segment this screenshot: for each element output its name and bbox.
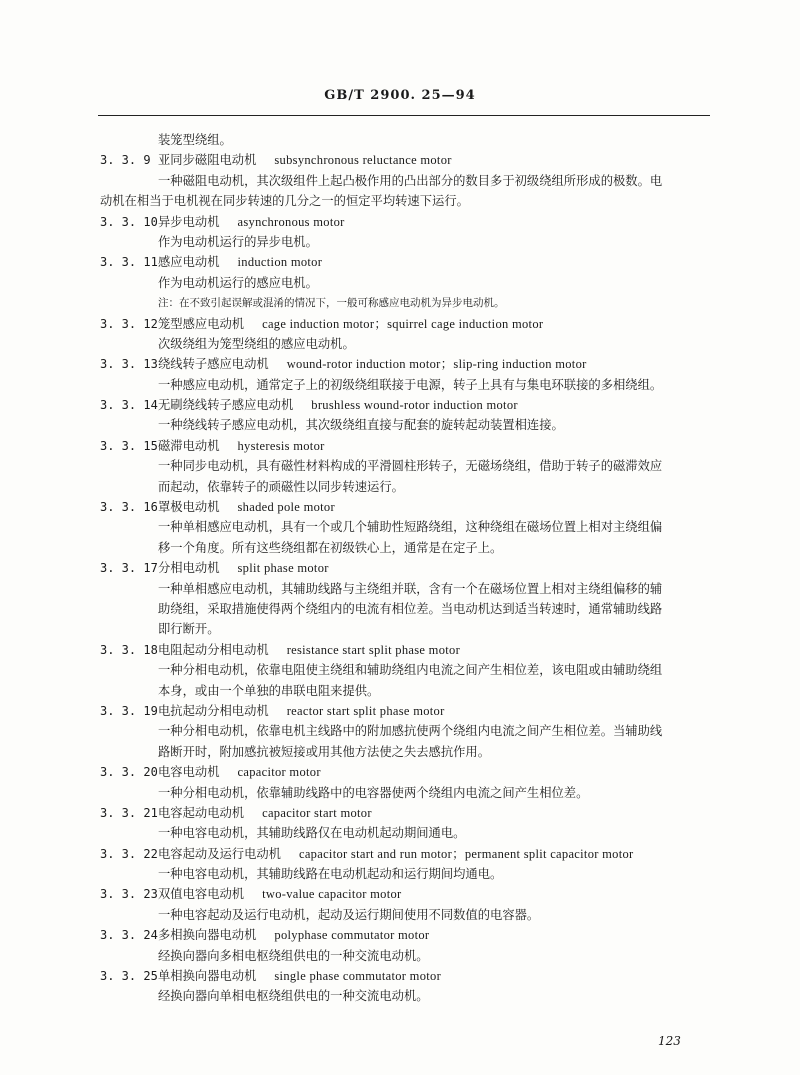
document-body bbox=[0, 130, 800, 1007]
term-number: 3. 3. 10 bbox=[100, 214, 158, 229]
definition-line bbox=[0, 415, 800, 435]
term-title bbox=[158, 212, 345, 232]
definition-text: 动机在相当于电机视在同步转速的几分之一的恒定平均转速下运行。 bbox=[100, 194, 469, 209]
note-text: 注：在不致引起误解或混淆的情况下，一般可称感应电动机为异步电动机。 bbox=[158, 297, 505, 310]
definition-line bbox=[0, 986, 800, 1006]
term-heading bbox=[0, 212, 800, 232]
definition-text: 而起动，依靠转子的顽磁性以同步转速运行。 bbox=[158, 479, 404, 494]
definition-line bbox=[0, 599, 800, 619]
term-chinese: 双值电容电动机 bbox=[158, 887, 245, 902]
term-chinese: 电阻起动分相电动机 bbox=[158, 642, 269, 657]
definition-line bbox=[0, 660, 800, 680]
definition-line bbox=[0, 579, 800, 599]
term-chinese: 罩极电动机 bbox=[158, 500, 220, 515]
term-title bbox=[158, 558, 329, 578]
term-english: split phase motor bbox=[237, 561, 329, 576]
term-english: shaded pole motor bbox=[237, 500, 335, 515]
intro-line bbox=[0, 130, 800, 150]
term-number: 3. 3. 20 bbox=[100, 765, 158, 780]
term-title bbox=[158, 966, 441, 986]
definition-text: 作为电动机运行的感应电机。 bbox=[158, 275, 318, 290]
term-english: hysteresis motor bbox=[237, 438, 325, 453]
term-title bbox=[158, 844, 634, 864]
header-rule bbox=[98, 115, 710, 116]
term-number: 3. 3. 13 bbox=[100, 357, 158, 372]
definition-text: 一种磁阻电动机，其次级组件上起凸极作用的凸出部分的数目多于初级绕组所形成的极数。电 bbox=[158, 173, 663, 188]
term-english: brushless wound-rotor induction motor bbox=[311, 398, 518, 413]
term-heading bbox=[0, 762, 800, 782]
definition-text: 移一个角度。所有这些绕组都在初级铁心上，通常是在定子上。 bbox=[158, 540, 503, 555]
term-number: 3. 3. 23 bbox=[100, 887, 158, 902]
definition-line bbox=[0, 375, 800, 395]
term-number: 3. 3. 14 bbox=[100, 398, 158, 413]
term-chinese: 绕线转子感应电动机 bbox=[158, 357, 269, 372]
term-heading bbox=[0, 354, 800, 374]
term-chinese: 亚同步磁阻电动机 bbox=[158, 153, 257, 168]
term-number: 3. 3. 24 bbox=[100, 928, 158, 943]
term-title bbox=[158, 150, 452, 170]
definition-line bbox=[0, 538, 800, 558]
term-number: 3. 3. 22 bbox=[100, 846, 158, 861]
term-english: single phase commutator motor bbox=[274, 969, 442, 984]
term-heading bbox=[0, 497, 800, 517]
term-title bbox=[158, 640, 460, 660]
term-chinese: 电抗起动分相电动机 bbox=[158, 703, 269, 718]
term-heading bbox=[0, 395, 800, 415]
term-chinese: 笼型感应电动机 bbox=[158, 316, 245, 331]
term-chinese: 单相换向器电动机 bbox=[158, 969, 257, 984]
definition-line bbox=[0, 273, 800, 293]
term-heading bbox=[0, 803, 800, 823]
definition-text: 本身，或由一个单独的串联电阻来提供。 bbox=[158, 683, 380, 698]
term-number: 3. 3. 25 bbox=[100, 969, 158, 984]
definition-line bbox=[0, 171, 800, 191]
term-english: reactor start split phase motor bbox=[286, 703, 445, 718]
term-number: 3. 3. 12 bbox=[100, 316, 158, 331]
definition-line bbox=[0, 742, 800, 762]
term-english: cage induction motor；squirrel cage induction motor bbox=[262, 316, 544, 331]
term-heading bbox=[0, 844, 800, 864]
page-number: 123 bbox=[658, 1034, 681, 1048]
term-number: 3. 3. 16 bbox=[100, 500, 158, 515]
term-title bbox=[158, 395, 518, 415]
term-number: 3. 3. 18 bbox=[100, 642, 158, 657]
term-english: capacitor start motor bbox=[262, 805, 372, 820]
term-english: asynchronous motor bbox=[237, 214, 345, 229]
term-number: 3. 3. 21 bbox=[100, 805, 158, 820]
definition-text: 经换向器向多相电枢绕组供电的一种交流电动机。 bbox=[158, 948, 429, 963]
term-heading bbox=[0, 925, 800, 945]
term-heading bbox=[0, 252, 800, 272]
term-chinese: 无刷绕线转子感应电动机 bbox=[158, 398, 294, 413]
term-title bbox=[158, 436, 325, 456]
definition-line bbox=[0, 905, 800, 925]
definition-text: 路断开时，附加感抗被短接或用其他方法使之失去感抗作用。 bbox=[158, 744, 491, 759]
term-number: 3. 3. 15 bbox=[100, 438, 158, 453]
term-chinese: 感应电动机 bbox=[158, 255, 220, 270]
term-heading bbox=[0, 640, 800, 660]
definition-text: 一种分相电动机，依靠辅助线路中的电容器使两个绕组内电流之间产生相位差。 bbox=[158, 785, 589, 800]
definition-line bbox=[0, 334, 800, 354]
intro-text: 装笼型绕组。 bbox=[158, 133, 232, 147]
term-heading bbox=[0, 150, 800, 170]
definition-text: 助绕组，采取措施使得两个绕组内的电流有相位差。当电动机达到适当转速时，通常辅助线路 bbox=[158, 601, 663, 616]
term-number: 3. 3. 11 bbox=[100, 255, 158, 270]
term-chinese: 电容起动电动机 bbox=[158, 805, 245, 820]
definition-text: 一种电容电动机，其辅助线路在电动机起动和运行期间均通电。 bbox=[158, 867, 503, 882]
document-header: GB/T 2900. 25—94 bbox=[324, 88, 476, 103]
definition-text: 次级绕组为笼型绕组的感应电动机。 bbox=[158, 336, 355, 351]
definition-text: 一种电容电动机，其辅助线路仅在电动机起动期间通电。 bbox=[158, 826, 466, 841]
term-chinese: 磁滞电动机 bbox=[158, 438, 220, 453]
definition-text: 一种分相电动机，依靠电机主线路中的附加感抗使两个绕组内电流之间产生相位差。当辅助线 bbox=[158, 724, 663, 739]
definition-line bbox=[0, 823, 800, 843]
note-line bbox=[0, 293, 800, 313]
term-heading bbox=[0, 436, 800, 456]
term-chinese: 电容电动机 bbox=[158, 765, 220, 780]
term-number: 3. 3. 17 bbox=[100, 561, 158, 576]
term-english: induction motor bbox=[237, 255, 323, 270]
term-title bbox=[158, 803, 372, 823]
term-chinese: 分相电动机 bbox=[158, 561, 220, 576]
term-english: subsynchronous reluctance motor bbox=[274, 153, 452, 168]
term-chinese: 异步电动机 bbox=[158, 214, 220, 229]
term-title bbox=[158, 354, 587, 374]
definition-text: 一种绕线转子感应电动机，其次级绕组直接与配套的旋转起动装置相连接。 bbox=[158, 418, 564, 433]
term-title bbox=[158, 925, 429, 945]
term-title bbox=[158, 762, 321, 782]
definition-text: 一种单相感应电动机，具有一个或几个辅助性短路绕组，这种绕组在磁场位置上相对主绕组偏 bbox=[158, 520, 663, 535]
term-english: capacitor motor bbox=[237, 765, 321, 780]
definition-line bbox=[0, 681, 800, 701]
term-title bbox=[158, 884, 401, 904]
term-heading bbox=[0, 314, 800, 334]
definition-line bbox=[0, 477, 800, 497]
definition-line bbox=[0, 191, 800, 211]
term-heading bbox=[0, 966, 800, 986]
term-chinese: 多相换向器电动机 bbox=[158, 928, 257, 943]
term-heading bbox=[0, 884, 800, 904]
definition-text: 一种单相感应电动机，其辅助线路与主绕组并联，含有一个在磁场位置上相对主绕组偏移的辅 bbox=[158, 581, 663, 596]
definition-text: 作为电动机运行的异步电机。 bbox=[158, 234, 318, 249]
term-heading bbox=[0, 701, 800, 721]
term-heading bbox=[0, 558, 800, 578]
definition-line bbox=[0, 721, 800, 741]
definition-text: 一种同步电动机，具有磁性材料构成的平滑圆柱形转子，无磁场绕组，借助于转子的磁滞效应 bbox=[158, 459, 663, 474]
term-english: resistance start split phase motor bbox=[286, 642, 461, 657]
term-title bbox=[158, 701, 445, 721]
term-english: polyphase commutator motor bbox=[274, 928, 430, 943]
definition-line bbox=[0, 517, 800, 537]
term-number: 3. 3. 9 bbox=[100, 153, 151, 168]
definition-line bbox=[0, 783, 800, 803]
term-english: capacitor start and run motor；permanent split capacitor motor bbox=[298, 846, 634, 861]
term-english: wound-rotor induction motor；slip-ring induction motor bbox=[286, 357, 587, 372]
term-title bbox=[158, 497, 335, 517]
definition-line bbox=[0, 456, 800, 476]
definition-text: 经换向器向单相电枢绕组供电的一种交流电动机。 bbox=[158, 989, 429, 1004]
term-number: 3. 3. 19 bbox=[100, 703, 158, 718]
definition-line bbox=[0, 864, 800, 884]
definition-text: 一种电容起动及运行电动机，起动及运行期间使用不同数值的电容器。 bbox=[158, 907, 540, 922]
definition-line bbox=[0, 232, 800, 252]
term-english: two-value capacitor motor bbox=[262, 887, 402, 902]
definition-line bbox=[0, 619, 800, 639]
definition-text: 一种分相电动机，依靠电阻使主绕组和辅助绕组内电流之间产生相位差，该电阻或由辅助绕组 bbox=[158, 663, 663, 678]
term-title bbox=[158, 314, 543, 334]
definition-text: 一种感应电动机，通常定子上的初级绕组联接于电源，转子上具有与集电环联接的多相绕组。 bbox=[158, 377, 663, 392]
definition-line bbox=[0, 946, 800, 966]
term-title bbox=[158, 252, 322, 272]
term-chinese: 电容起动及运行电动机 bbox=[158, 846, 281, 861]
definition-text: 即行断开。 bbox=[158, 622, 220, 637]
